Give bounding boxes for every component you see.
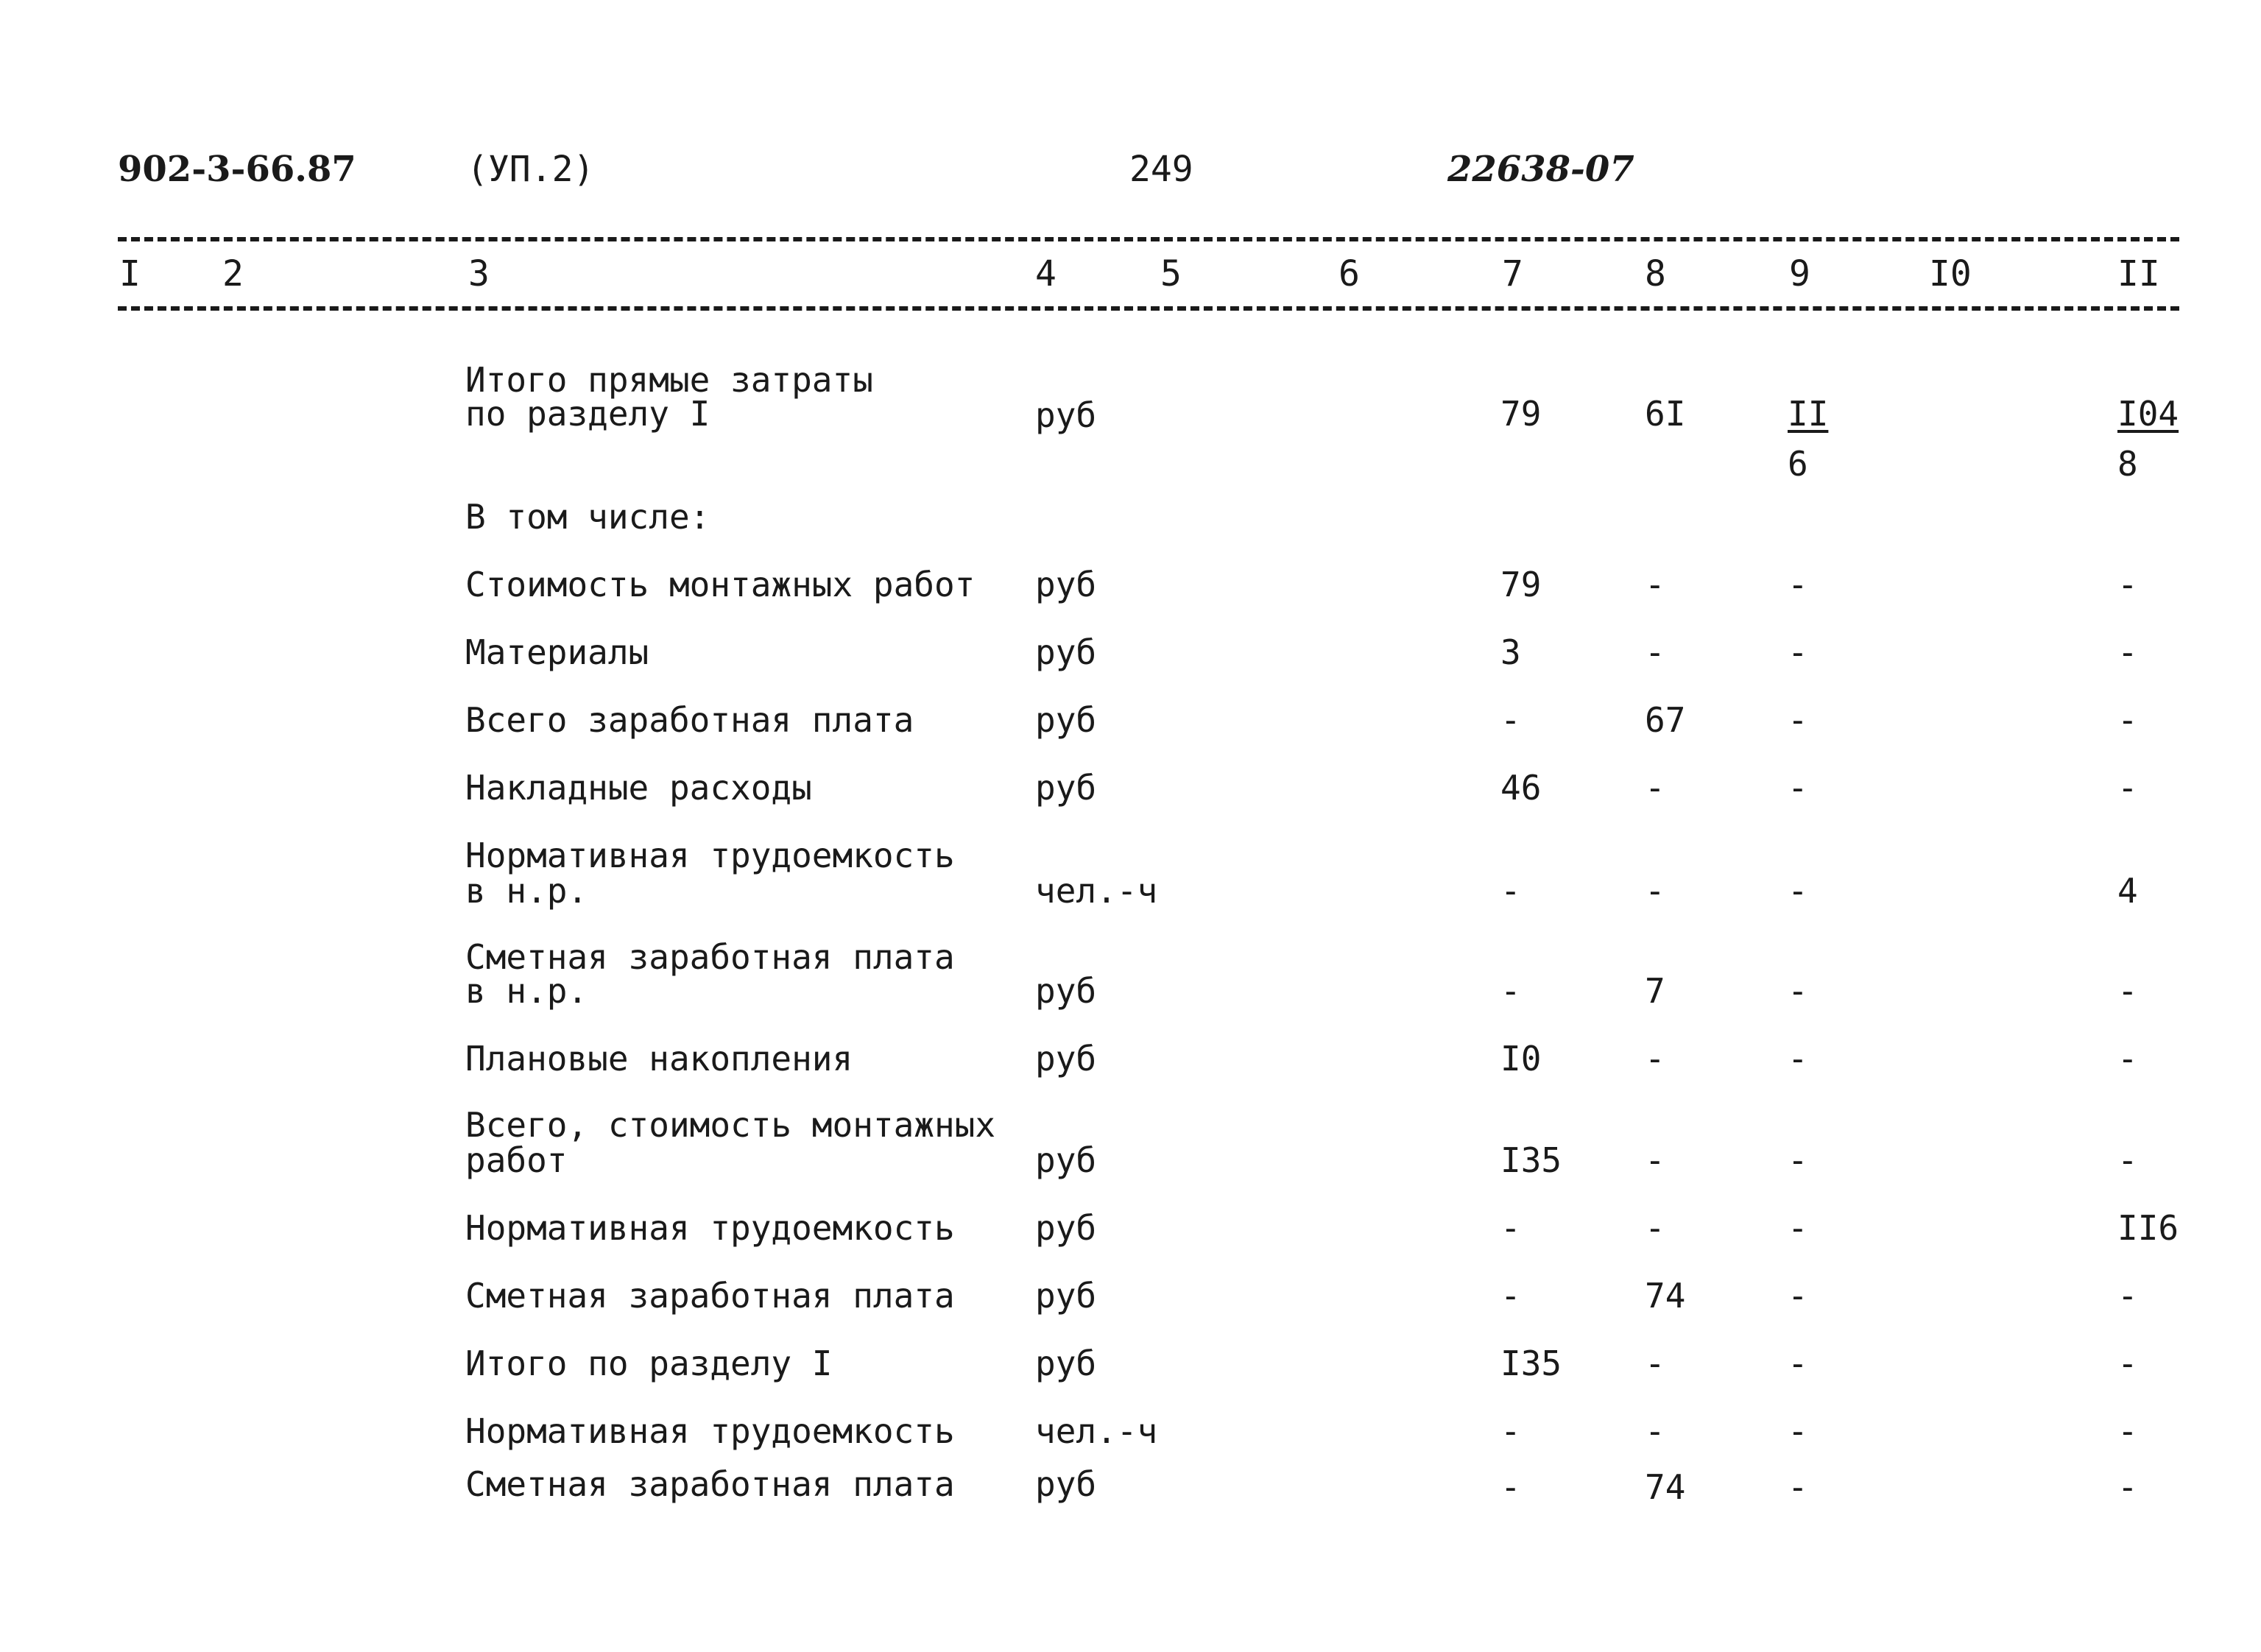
row-description: Итого по разделу I — [465, 1344, 833, 1383]
column-number-1: I — [119, 253, 141, 294]
column-number-11: II — [2117, 253, 2160, 294]
row-unit: чел.-ч — [1035, 1411, 1158, 1451]
row-value-col9: - — [1788, 1467, 1808, 1507]
row-value-col9: - — [1788, 1411, 1808, 1451]
row-description: Нормативная трудоемкость — [465, 836, 955, 875]
row-value-col7: I0 — [1500, 1039, 1542, 1079]
row-description-line2: в н.р. — [465, 871, 588, 911]
row-value-col8: 6I — [1645, 394, 1686, 434]
row-value-col11: - — [2117, 632, 2138, 672]
row-value-col9: - — [1788, 971, 1808, 1011]
row-value-col7: I35 — [1500, 1140, 1562, 1180]
row-value-col8: 7 — [1645, 971, 1665, 1011]
column-number-4: 4 — [1035, 253, 1057, 294]
row-description-line2: в н.р. — [465, 971, 588, 1011]
table-header-dashed-rule — [118, 306, 2179, 311]
row-unit: руб — [1035, 1039, 1097, 1079]
row-value-col7: I35 — [1500, 1344, 1562, 1383]
row-unit: руб — [1035, 395, 1097, 435]
row-value-col8: - — [1645, 1344, 1665, 1383]
row-value-col7: - — [1500, 971, 1521, 1011]
row-value-col8: - — [1645, 1039, 1665, 1079]
row-value-col11: - — [2117, 700, 2138, 740]
row-description: В том числе: — [465, 497, 710, 537]
row-unit: руб — [1035, 1344, 1097, 1383]
row-value-col7: - — [1500, 1276, 1521, 1316]
row-value-col9: - — [1788, 1276, 1808, 1316]
row-value-col7: - — [1500, 871, 1521, 911]
row-value-col11: I04 — [2117, 394, 2179, 434]
row-value-col11: - — [2117, 971, 2138, 1011]
row-unit: руб — [1035, 971, 1097, 1011]
row-unit: руб — [1035, 1208, 1097, 1248]
row-description: Накладные расходы — [465, 768, 812, 808]
row-description: Сметная заработная плата — [465, 937, 955, 977]
row-value-col11: - — [2117, 1140, 2138, 1180]
row-value-col8: 67 — [1645, 700, 1686, 740]
row-value-col8: 74 — [1645, 1467, 1686, 1507]
row-value-col11-sub: 8 — [2117, 444, 2138, 484]
row-value-col11: - — [2117, 1039, 2138, 1079]
row-description: Нормативная трудоемкость — [465, 1208, 955, 1248]
row-unit: чел.-ч — [1035, 871, 1158, 911]
row-value-col9-sub: 6 — [1788, 444, 1808, 484]
row-unit: руб — [1035, 1464, 1097, 1504]
row-value-col8: - — [1645, 1208, 1665, 1248]
row-value-col9: - — [1788, 1344, 1808, 1383]
column-number-10: I0 — [1929, 253, 1972, 294]
row-value-col7: - — [1500, 1208, 1521, 1248]
row-value-col7: - — [1500, 1467, 1521, 1507]
row-description: Итого прямые затраты — [465, 360, 873, 400]
row-unit: руб — [1035, 1276, 1097, 1316]
row-value-col7: 79 — [1500, 565, 1542, 604]
row-value-col11: - — [2117, 1344, 2138, 1383]
row-value-col8: - — [1645, 1140, 1665, 1180]
row-value-col8: - — [1645, 871, 1665, 911]
column-number-8: 8 — [1645, 253, 1666, 294]
column-number-6: 6 — [1338, 253, 1360, 294]
column-number-5: 5 — [1160, 253, 1182, 294]
row-value-col9: - — [1788, 1140, 1808, 1180]
row-value-col7: - — [1500, 700, 1521, 740]
row-value-col9: - — [1788, 1208, 1808, 1248]
row-description-line2: работ — [465, 1140, 568, 1180]
row-unit: руб — [1035, 565, 1097, 604]
row-value-col11: - — [2117, 1467, 2138, 1507]
row-unit: руб — [1035, 1140, 1097, 1180]
row-value-col11: 4 — [2117, 871, 2138, 911]
row-value-col8: - — [1645, 565, 1665, 604]
row-value-col8: 74 — [1645, 1276, 1686, 1316]
table-top-dashed-rule — [118, 237, 2179, 241]
row-value-col9: - — [1788, 871, 1808, 911]
column-number-7: 7 — [1502, 253, 1523, 294]
row-value-col9: - — [1788, 768, 1808, 808]
row-value-col11: II6 — [2117, 1208, 2179, 1248]
sheet-number: 22638-07 — [1447, 149, 1634, 190]
row-value-col8: - — [1645, 768, 1665, 808]
row-description: Сметная заработная плата — [465, 1276, 955, 1316]
row-value-col9: - — [1788, 1039, 1808, 1079]
row-value-col11: - — [2117, 1276, 2138, 1316]
row-description: Материалы — [465, 632, 649, 672]
row-value-col11: - — [2117, 1411, 2138, 1451]
row-unit: руб — [1035, 768, 1097, 808]
row-value-col9: - — [1788, 565, 1808, 604]
row-description: Плановые накопления — [465, 1039, 853, 1079]
column-number-9: 9 — [1789, 253, 1810, 294]
row-unit: руб — [1035, 632, 1097, 672]
album-label: (УП.2) — [467, 149, 595, 190]
row-unit: руб — [1035, 700, 1097, 740]
row-value-col7: 79 — [1500, 394, 1542, 434]
row-value-col7: 3 — [1500, 632, 1521, 672]
row-value-col11: - — [2117, 565, 2138, 604]
row-value-col11: - — [2117, 768, 2138, 808]
row-value-col9: - — [1788, 700, 1808, 740]
row-value-col9: II — [1788, 394, 1829, 434]
row-value-col7: - — [1500, 1411, 1521, 1451]
row-value-col8: - — [1645, 1411, 1665, 1451]
row-description: Сметная заработная плата — [465, 1464, 955, 1504]
row-value-col7: 46 — [1500, 768, 1542, 808]
column-number-3: 3 — [468, 253, 490, 294]
row-value-col8: - — [1645, 632, 1665, 672]
row-description-line2: по разделу I — [465, 394, 710, 434]
page-number: 249 — [1129, 149, 1193, 190]
column-number-2: 2 — [222, 253, 244, 294]
row-description: Всего заработная плата — [465, 700, 914, 740]
row-value-col9: - — [1788, 632, 1808, 672]
row-description: Нормативная трудоемкость — [465, 1411, 955, 1451]
document-code: 902-3-66.87 — [118, 149, 356, 190]
row-description: Всего, стоимость монтажных — [465, 1105, 996, 1145]
row-description: Стоимость монтажных работ — [465, 565, 976, 604]
